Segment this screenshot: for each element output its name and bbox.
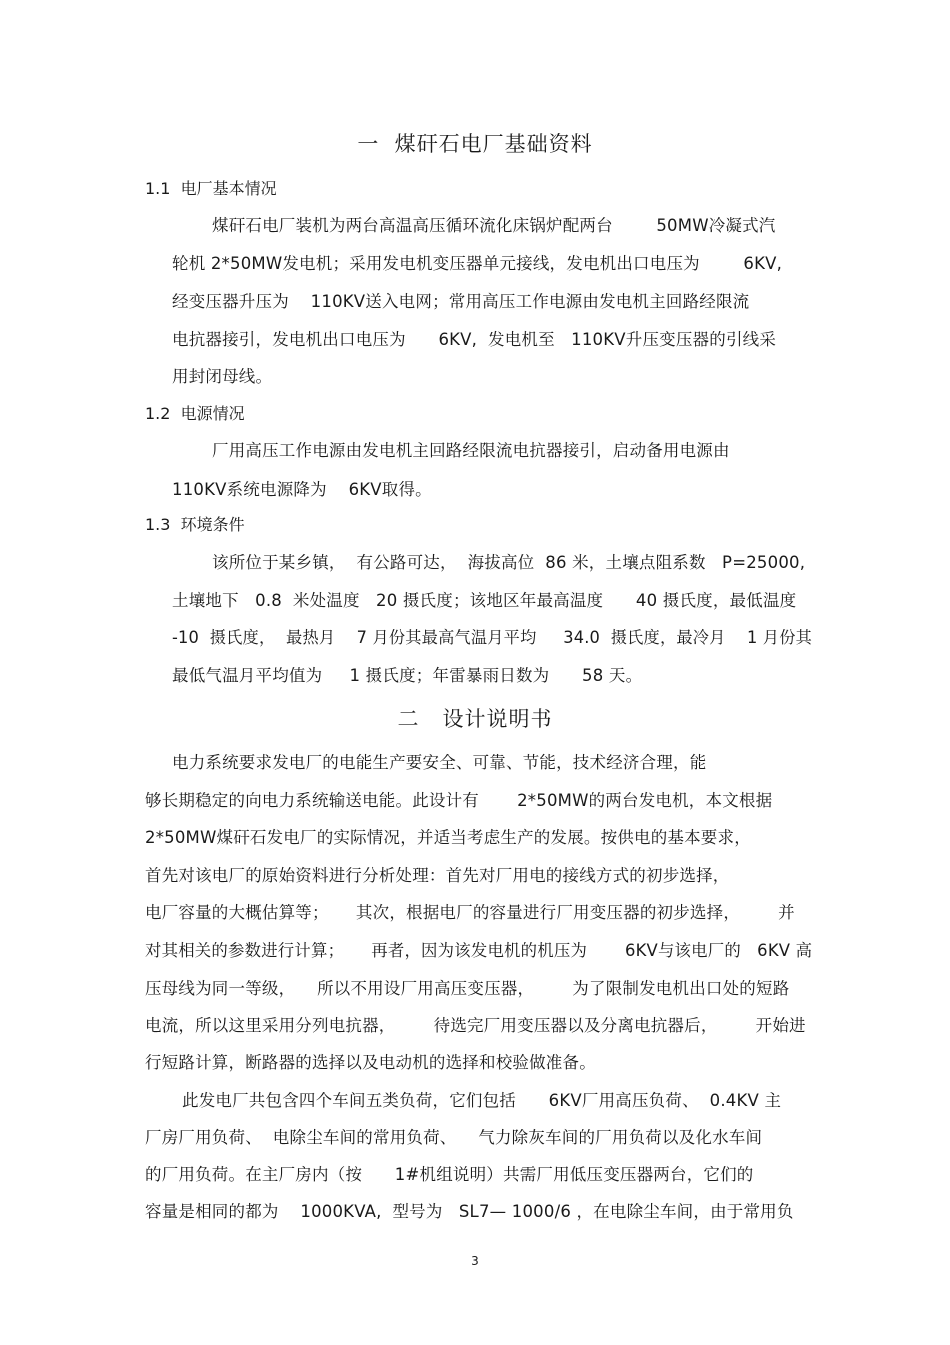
paragraph-line: -10 摄氏度， 最热月 7 月份其最高气温月平均 34.0 摄氏度，最冷月 1 月份其 [172,628,813,647]
paragraph-line: 够长期稳定的向电力系统输送电能。此设计有 2*50MW的两台发电机，本文根据 [145,791,773,810]
page-number: 3 [471,1254,479,1268]
paragraph-line: 煤矸石电厂装机为两台高温高压循环流化床锅炉配两台 50MW冷凝式汽 [212,216,776,235]
section-title-1-1: 1.1 电厂基本情况 [145,179,277,198]
chapter-heading-1: 一 煤矸石电厂基础资料 [357,132,593,156]
paragraph-line: 轮机 2*50MW发电机；采用发电机变压器单元接线，发电机出口电压为 6KV, [172,254,783,273]
chapter-heading-2: 二 设计说明书 [397,707,553,731]
paragraph-line: 2*50MW煤矸石发电厂的实际情况，并适当考虑生产的发展。按供电的基本要求， [145,828,751,847]
paragraph-line: 110KV系统电源降为 6KV取得。 [172,480,432,499]
paragraph-line: 经变压器升压为 110KV送入电网；常用高压工作电源由发电机主回路经限流 [172,292,750,311]
paragraph-line: 电厂容量的大概估算等； 其次，根据电厂的容量进行厂用变压器的初步选择， 并 [145,903,795,922]
paragraph-line: 电抗器接引，发电机出口电压为 6KV, 发电机至 110KV升压变压器的引线采 [172,330,777,349]
paragraph-line: 容量是相同的都为 1000KVA, 型号为 SL7— 1000/6 ，在电除尘车间，由于常用负 [145,1202,794,1221]
paragraph-line: 压母线为同一等级， 所以不用设厂用高压变压器， 为了限制发电机出口处的短路 [145,979,790,998]
paragraph-line: 对其相关的参数进行计算； 再者，因为该发电机的机压为 6KV与该电厂的 6KV 高 [145,941,813,960]
paragraph-line: 此发电厂共包含四个车间五类负荷，它们包括 6KV厂用高压负荷、 0.4KV 主 [182,1091,782,1110]
paragraph-line: 该所位于某乡镇， 有公路可达， 海拔高位 86 米，土壤点阻系数 P=25000, [212,553,806,572]
paragraph-line: 土壤地下 0.8 米处温度 20 摄氏度；该地区年最高温度 40 摄氏度，最低温度 [172,591,797,610]
paragraph-line: 厂房厂用负荷、 电除尘车间的常用负荷、 气力除灰车间的厂用负荷以及化水车间 [145,1128,763,1147]
paragraph-line: 行短路计算，断路器的选择以及电动机的选择和校验做准备。 [145,1053,596,1072]
paragraph-line: 电力系统要求发电厂的电能生产要安全、可靠、节能，技术经济合理，能 [172,753,707,772]
section-title-1-2: 1.2 电源情况 [145,404,245,423]
section-title-1-3: 1.3 环境条件 [145,515,245,534]
paragraph-line: 最低气温月平均值为 1 摄氏度；年雷暴雨日数为 58 天。 [172,666,643,685]
paragraph-line: 用封闭母线。 [172,367,273,386]
paragraph-line: 电流，所以这里采用分列电抗器， 待选完厂用变压器以及分离电抗器后， 开始进 [145,1016,806,1035]
paragraph-line: 的厂用负荷。在主厂房内（按 1#机组说明）共需厂用低压变压器两台，它们的 [145,1165,754,1184]
paragraph-line: 厂用高压工作电源由发电机主回路经限流电抗器接引，启动备用电源由 [212,441,730,460]
paragraph-line: 首先对该电厂的原始资料进行分析处理：首先对厂用电的接线方式的初步选择， [145,866,730,885]
